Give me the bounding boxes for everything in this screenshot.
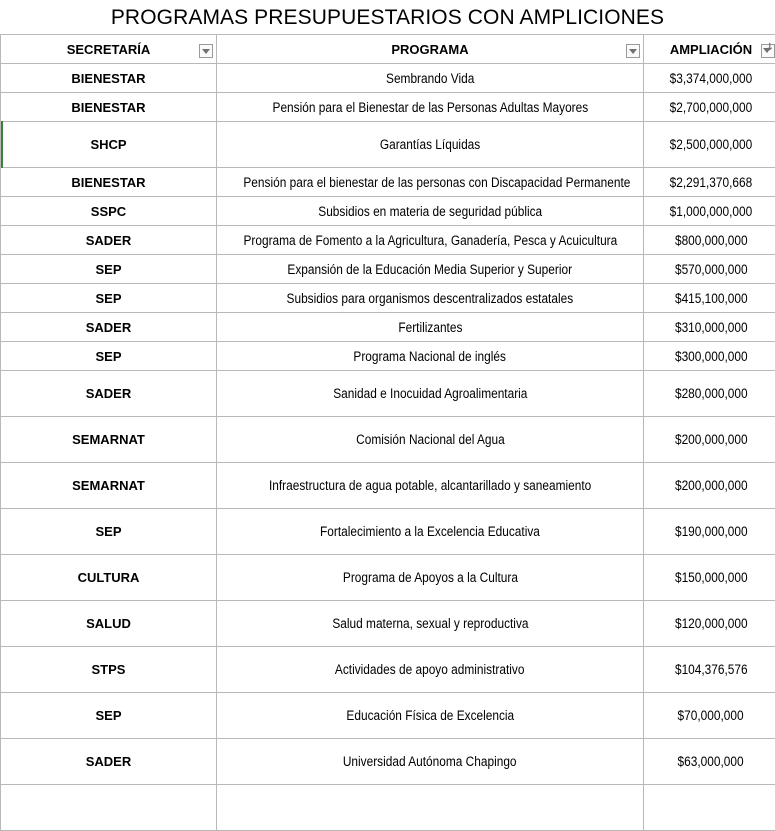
sheet-title: PROGRAMAS PRESUPUESTARIOS CON AMPLICIONES — [0, 0, 775, 34]
cell-empty[interactable] — [217, 785, 644, 831]
cell-secretaria[interactable]: STPS — [1, 647, 217, 693]
cell-programa[interactable] — [217, 601, 644, 647]
table-row — [1, 255, 775, 284]
cell-ampliacion-text: $800,000,000 — [675, 233, 748, 248]
cell-ampliacion-text: $3,374,000,000 — [670, 71, 753, 86]
cell-ampliacion-text: $70,000,000 — [678, 708, 744, 723]
cell-ampliacion[interactable] — [644, 555, 775, 601]
cell-ampliacion[interactable] — [644, 647, 775, 693]
header-ampliacion — [644, 35, 775, 64]
header-programa — [217, 35, 644, 64]
cell-programa-text: Subsidios en materia de seguridad pública — [318, 204, 542, 219]
header-ampliacion-label: AMPLIACIÓN — [670, 42, 752, 57]
cell-programa[interactable] — [217, 168, 644, 197]
table-row — [1, 601, 775, 647]
cell-programa-text: Infraestructura de agua potable, alcantarillado y saneamiento — [269, 478, 591, 493]
cell-ampliacion[interactable] — [644, 255, 775, 284]
cell-programa-text: Pensión para el Bienestar de las Personas Adultas Mayores — [272, 100, 588, 115]
cell-programa-text: Pensión para el bienestar de las personas con Discapacidad Permanente — [243, 175, 630, 190]
cell-ampliacion-text: $280,000,000 — [675, 386, 748, 401]
header-row — [1, 35, 775, 64]
cell-programa[interactable] — [217, 555, 644, 601]
cell-secretaria[interactable]: BIENESTAR — [1, 93, 217, 122]
filter-dropdown-icon[interactable] — [199, 44, 213, 58]
cell-programa[interactable] — [217, 739, 644, 785]
cell-ampliacion-text: $415,100,000 — [675, 291, 748, 306]
cell-secretaria[interactable]: SHCP — [1, 122, 217, 168]
table-row — [1, 555, 775, 601]
cell-programa-text: Educación Física de Excelencia — [346, 708, 514, 723]
cell-ampliacion-text: $2,291,370,668 — [670, 175, 753, 190]
cell-ampliacion[interactable] — [644, 64, 775, 93]
cell-programa[interactable] — [217, 64, 644, 93]
filter-dropdown-icon[interactable] — [626, 44, 640, 58]
cell-ampliacion[interactable] — [644, 739, 775, 785]
cell-secretaria[interactable]: SADER — [1, 371, 217, 417]
cell-secretaria[interactable]: SEP — [1, 342, 217, 371]
cell-ampliacion[interactable] — [644, 284, 775, 313]
table-row — [1, 509, 775, 555]
cell-ampliacion-text: $310,000,000 — [675, 320, 748, 335]
cell-programa[interactable] — [217, 342, 644, 371]
cell-ampliacion-text: $1,000,000,000 — [670, 204, 753, 219]
cell-secretaria[interactable]: SSPC — [1, 197, 217, 226]
cell-programa-text: Programa Nacional de inglés — [354, 349, 507, 364]
cell-programa-text: Garantías Líquidas — [380, 137, 480, 152]
table-row — [1, 693, 775, 739]
table-row — [1, 197, 775, 226]
cell-programa-text: Expansión de la Educación Media Superior y Superior — [288, 262, 573, 277]
cell-programa[interactable] — [217, 255, 644, 284]
cell-ampliacion-text: $63,000,000 — [678, 754, 744, 769]
cell-ampliacion[interactable] — [644, 313, 775, 342]
cell-secretaria[interactable]: BIENESTAR — [1, 168, 217, 197]
table-row — [1, 739, 775, 785]
table-row — [1, 313, 775, 342]
cell-ampliacion-text: $300,000,000 — [675, 349, 748, 364]
cell-ampliacion[interactable] — [644, 342, 775, 371]
cell-programa[interactable] — [217, 693, 644, 739]
selection-accent — [1, 121, 3, 168]
sort-descending-filter-icon[interactable] — [761, 44, 775, 58]
table-row — [1, 284, 775, 313]
cell-ampliacion[interactable] — [644, 693, 775, 739]
cell-ampliacion-text: $570,000,000 — [675, 262, 748, 277]
table-row — [1, 226, 775, 255]
cell-secretaria[interactable]: SADER — [1, 739, 217, 785]
cell-secretaria[interactable]: SEP — [1, 284, 217, 313]
cell-secretaria[interactable]: SEP — [1, 693, 217, 739]
cell-programa[interactable] — [217, 371, 644, 417]
cell-secretaria[interactable]: SADER — [1, 313, 217, 342]
table-row — [1, 371, 775, 417]
cell-secretaria[interactable]: CULTURA — [1, 555, 217, 601]
cell-empty[interactable] — [644, 785, 775, 831]
cell-ampliacion[interactable] — [644, 197, 775, 226]
cell-programa-text: Fortalecimiento a la Excelencia Educativa — [320, 524, 540, 539]
cell-programa-text: Sembrando Vida — [386, 71, 474, 86]
header-programa-label: PROGRAMA — [391, 42, 468, 57]
cell-programa-text: Fertilizantes — [398, 320, 462, 335]
cell-ampliacion-text: $2,700,000,000 — [670, 100, 753, 115]
cell-programa[interactable] — [217, 313, 644, 342]
cell-secretaria[interactable]: SALUD — [1, 601, 217, 647]
cell-ampliacion-text: $150,000,000 — [675, 570, 748, 585]
cell-programa[interactable] — [217, 197, 644, 226]
cell-programa[interactable] — [217, 509, 644, 555]
cell-programa-text: Programa de Fomento a la Agricultura, Ganadería, Pesca y Acuicultura — [243, 233, 617, 248]
header-secretaria — [1, 35, 217, 64]
cell-programa[interactable] — [217, 417, 644, 463]
cell-programa[interactable] — [217, 647, 644, 693]
cell-secretaria[interactable]: BIENESTAR — [1, 64, 217, 93]
cell-ampliacion-text: $2,500,000,000 — [670, 137, 753, 152]
cell-ampliacion-text: $120,000,000 — [675, 616, 748, 631]
cell-programa[interactable] — [217, 226, 644, 255]
table-row — [1, 122, 775, 168]
cell-ampliacion-text: $104,376,576 — [675, 662, 748, 677]
cell-ampliacion[interactable] — [644, 93, 775, 122]
cell-secretaria[interactable]: SEMARNAT — [1, 463, 217, 509]
cell-ampliacion[interactable] — [644, 371, 775, 417]
cell-ampliacion-text: $200,000,000 — [675, 478, 748, 493]
cell-programa-text: Sanidad e Inocuidad Agroalimentaria — [333, 386, 527, 401]
cell-ampliacion-text: $200,000,000 — [675, 432, 748, 447]
cell-programa-text: Actividades de apoyo administrativo — [335, 662, 525, 677]
cell-ampliacion-text: $190,000,000 — [675, 524, 748, 539]
cell-ampliacion[interactable] — [644, 122, 775, 168]
table-row — [1, 64, 775, 93]
cell-programa-text: Programa de Apoyos a la Cultura — [342, 570, 517, 585]
cell-programa-text: Comisión Nacional del Agua — [356, 432, 505, 447]
cell-ampliacion[interactable] — [644, 601, 775, 647]
cell-ampliacion[interactable] — [644, 463, 775, 509]
cell-programa[interactable] — [217, 463, 644, 509]
budget-table — [0, 34, 775, 831]
cell-programa-text: Salud materna, sexual y reproductiva — [332, 616, 528, 631]
header-secretaria-label: SECRETARÍA — [67, 42, 151, 57]
cell-secretaria[interactable]: SEMARNAT — [1, 417, 217, 463]
cell-ampliacion[interactable] — [644, 417, 775, 463]
cell-programa[interactable] — [217, 284, 644, 313]
cell-ampliacion[interactable] — [644, 226, 775, 255]
cell-ampliacion[interactable] — [644, 168, 775, 197]
cell-secretaria[interactable]: SEP — [1, 255, 217, 284]
table-row-empty — [1, 785, 775, 831]
cell-programa[interactable] — [217, 122, 644, 168]
table-row — [1, 342, 775, 371]
cell-secretaria[interactable]: SEP — [1, 509, 217, 555]
table-row — [1, 647, 775, 693]
cell-programa-text: Universidad Autónoma Chapingo — [343, 754, 517, 769]
cell-secretaria[interactable]: SADER — [1, 226, 217, 255]
table-row — [1, 93, 775, 122]
cell-programa-text: Subsidios para organismos descentralizados estatales — [287, 291, 574, 306]
table-row — [1, 463, 775, 509]
cell-ampliacion[interactable] — [644, 509, 775, 555]
table-row — [1, 417, 775, 463]
table-row — [1, 168, 775, 197]
cell-programa[interactable] — [217, 93, 644, 122]
cell-empty[interactable] — [1, 785, 217, 831]
